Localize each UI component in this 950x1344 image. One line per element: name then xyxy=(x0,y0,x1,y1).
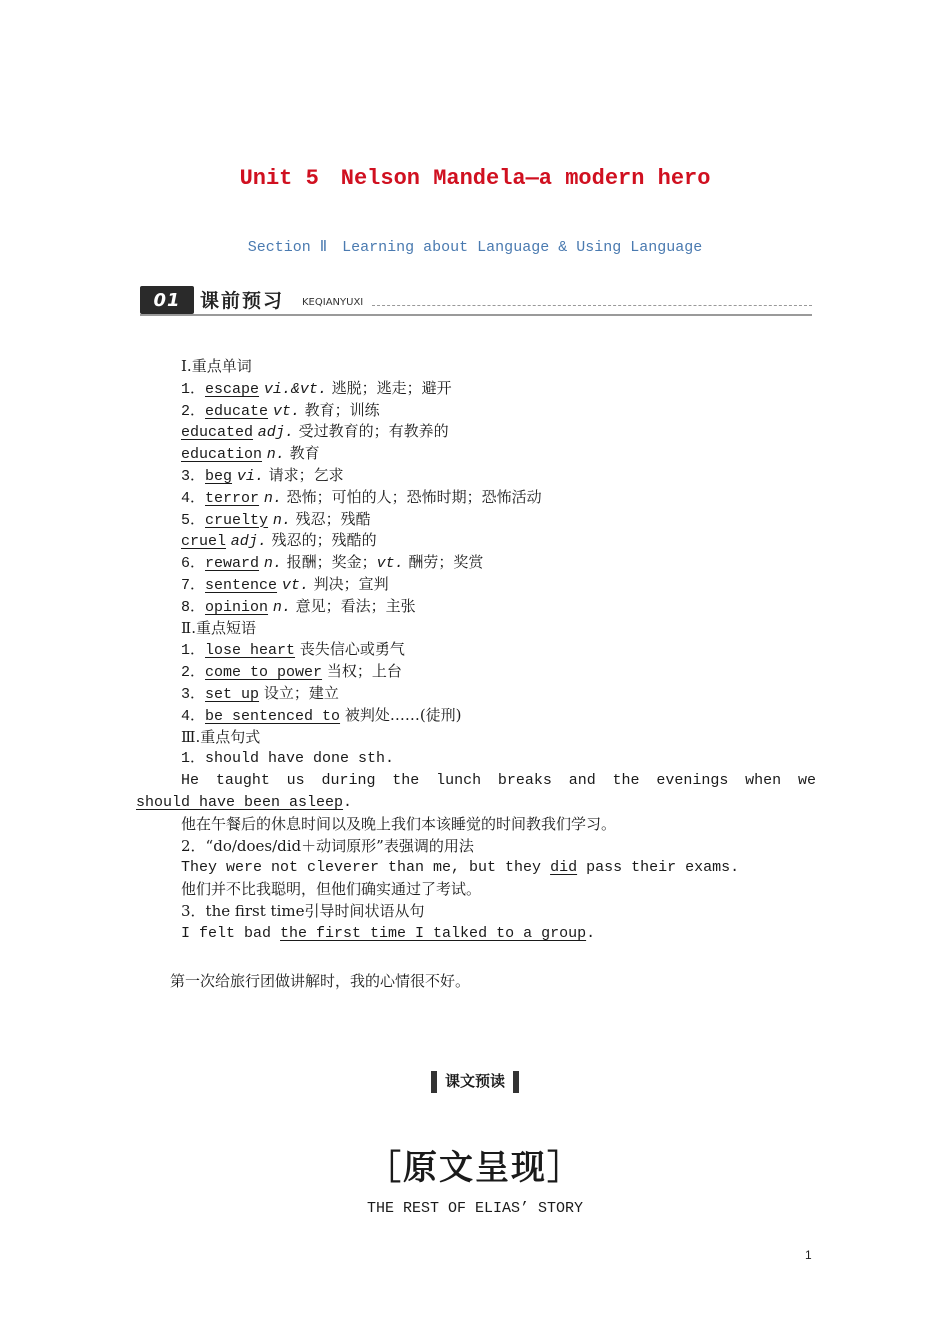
sentence-2-translation: 他们并不比我聪明，但他们确实通过了考试。 xyxy=(181,880,482,899)
vocab-item xyxy=(136,509,816,531)
vocab-word: opinion xyxy=(205,598,269,616)
vocab-meaning: 受过教育的；有教养的 xyxy=(298,422,449,441)
phrase-text: be sentenced to xyxy=(205,707,341,725)
phrase-meaning: 设立；建立 xyxy=(263,683,339,702)
preview-content xyxy=(136,356,816,945)
original-text-heading: ［原文呈现］ xyxy=(367,1148,583,1188)
phrase-text: lose heart xyxy=(205,642,296,660)
sentence-word: lunch xyxy=(436,772,482,790)
vocab-meaning: 残忍；残酷 xyxy=(295,509,371,528)
vocab-word: terror xyxy=(205,489,260,507)
vocab-pos: n. xyxy=(263,555,282,573)
vocab-pos: vt. xyxy=(376,555,404,573)
vocab-meaning: 请求；乞求 xyxy=(268,465,344,484)
story-title: THE REST OF ELIAS’ STORY xyxy=(366,1200,584,1217)
sentence-3-example: I felt bad the first time I talked to a group. xyxy=(181,924,596,942)
tag-bar-right xyxy=(513,1071,519,1093)
vocab-number: 4． xyxy=(181,489,206,507)
vocab-word: reward xyxy=(205,555,260,573)
vocab-pos: adj. xyxy=(257,424,294,442)
vocab-number: 2． xyxy=(181,402,206,420)
sentence-2-after: pass their exams. xyxy=(577,859,740,877)
vocab-pos: n. xyxy=(263,489,282,507)
phrase-number: 3． xyxy=(181,685,206,703)
vocab-item xyxy=(136,400,816,422)
vocab-word: cruelty xyxy=(205,511,269,529)
phrase-list xyxy=(136,639,816,726)
sentence-word: the xyxy=(392,772,420,790)
section-banner xyxy=(140,286,812,316)
sentence-1-continuation: should have been asleep. xyxy=(136,793,353,811)
vocab-word: escape xyxy=(205,380,260,398)
document-title: Unit 5 Nelson Mandela—a modern hero xyxy=(239,166,711,191)
vocab-item xyxy=(136,596,816,618)
phrase-item xyxy=(136,705,816,727)
vocab-item xyxy=(136,574,816,596)
phrase-number: 2． xyxy=(181,664,206,682)
vocab-word: education xyxy=(181,446,263,464)
vocab-pos: n. xyxy=(266,446,285,464)
sentence-word: we xyxy=(797,772,816,790)
vocab-pos: n. xyxy=(272,598,291,616)
vocab-item xyxy=(136,465,816,487)
vocab-pos: vi. xyxy=(236,467,264,485)
sentence-3-translation: 第一次给旅行团做讲解时，我的心情很不好。 xyxy=(170,972,471,990)
vocab-number: 6． xyxy=(181,555,206,573)
vocab-meaning: 残忍的；残酷的 xyxy=(271,531,377,550)
phrase-meaning: 被判处……(徒刑) xyxy=(344,705,462,724)
vocab-pos: vt. xyxy=(272,402,300,420)
sentence-2-answer: did xyxy=(550,859,578,877)
vocab-meaning: 恐怖；可怕的人；恐怖时期；恐怖活动 xyxy=(286,487,542,506)
banner-badge: 01 xyxy=(140,286,194,314)
phrase-text: come to power xyxy=(205,664,323,682)
vocab-word: educate xyxy=(205,402,269,420)
vocab-word: educated xyxy=(181,424,254,442)
sentence-word: He xyxy=(181,772,200,790)
sentence-2-title: 2．“do/does/did＋动词原形”表强调的用法 xyxy=(181,836,474,855)
vocab-heading: Ⅰ.重点单词 xyxy=(181,357,252,375)
sentence-3-before: I felt bad xyxy=(181,924,281,942)
sentences-heading: Ⅲ.重点句式 xyxy=(181,727,261,746)
vocab-item xyxy=(136,378,816,400)
phrase-meaning: 丧失信心或勇气 xyxy=(299,640,405,659)
banner-label: 课前预习 xyxy=(200,290,285,312)
vocab-item xyxy=(136,443,816,465)
phrase-number: 1． xyxy=(181,642,206,660)
vocab-item xyxy=(136,552,816,574)
sentence-word: us xyxy=(286,772,305,790)
page-number: 1 xyxy=(805,1248,812,1262)
phrase-item xyxy=(136,661,816,683)
sentence-word: during xyxy=(321,772,376,790)
sentence-word: when xyxy=(745,772,782,790)
vocab-number: 5． xyxy=(181,511,206,529)
phrase-item xyxy=(136,639,816,661)
vocab-meaning: 逃脱；逃走；避开 xyxy=(331,378,452,397)
tag-bar-left xyxy=(431,1071,437,1093)
vocab-number: 1． xyxy=(181,380,206,398)
sentence-word: and xyxy=(568,772,596,790)
vocab-list xyxy=(136,378,816,618)
vocab-meaning: 教育 xyxy=(289,444,320,463)
sentence-3-title: 3．the first time引导时间状语从句 xyxy=(181,901,425,920)
sentence-1-translation: 他在午餐后的休息时间以及晚上我们本该睡觉的时间教我们学习。 xyxy=(181,814,617,833)
section-subtitle: Section Ⅱ Learning about Language & Using Language xyxy=(247,239,703,256)
vocab-word: beg xyxy=(205,467,233,485)
sentence-word: the xyxy=(612,772,640,790)
vocab-number: 7． xyxy=(181,576,206,594)
sentence-1-answer: should have been asleep xyxy=(136,793,344,811)
vocab-meaning: 教育；训练 xyxy=(304,400,380,419)
phrase-text: set up xyxy=(205,685,260,703)
vocab-meaning: 判决；宣判 xyxy=(313,574,389,593)
vocab-number: 8． xyxy=(181,598,206,616)
phrases-heading: Ⅱ.重点短语 xyxy=(181,618,256,637)
sentence-word: breaks xyxy=(497,772,552,790)
section-tag xyxy=(0,1070,950,1093)
sentence-3-answer: the first time I talked to a group xyxy=(280,924,587,942)
vocab-meaning: 意见；看法；主张 xyxy=(295,596,416,615)
phrase-number: 4． xyxy=(181,707,206,725)
sentence-1-example xyxy=(136,770,816,792)
sentence-1-title: 1．should have done sth. xyxy=(181,750,395,768)
sentence-word: evenings xyxy=(656,772,729,790)
sentence-word: taught xyxy=(215,772,270,790)
banner-pinyin: KEQIANYUXI xyxy=(302,297,364,308)
vocab-item xyxy=(136,421,816,443)
banner-underline xyxy=(140,314,812,316)
vocab-item xyxy=(136,487,816,509)
vocab-number: 3． xyxy=(181,467,206,485)
vocab-pos: vt. xyxy=(281,576,309,594)
vocab-meaning: 酬劳；奖赏 xyxy=(408,553,484,572)
vocab-pos: vi.&vt. xyxy=(263,380,327,398)
section-tag-label: 课文预读 xyxy=(444,1072,505,1090)
phrase-meaning: 当权；上台 xyxy=(326,662,402,681)
vocab-meaning: 报酬；奖金； xyxy=(286,553,377,572)
vocab-word: sentence xyxy=(205,576,278,594)
sentence-2-before: They were not cleverer than me, but they xyxy=(181,859,551,877)
vocab-item xyxy=(136,530,816,552)
vocab-pos: n. xyxy=(272,511,291,529)
vocab-word: cruel xyxy=(181,533,227,551)
vocab-pos: adj. xyxy=(230,533,267,551)
banner-dashed-divider xyxy=(372,305,812,306)
phrase-item xyxy=(136,683,816,705)
sentence-2-example xyxy=(136,857,816,879)
